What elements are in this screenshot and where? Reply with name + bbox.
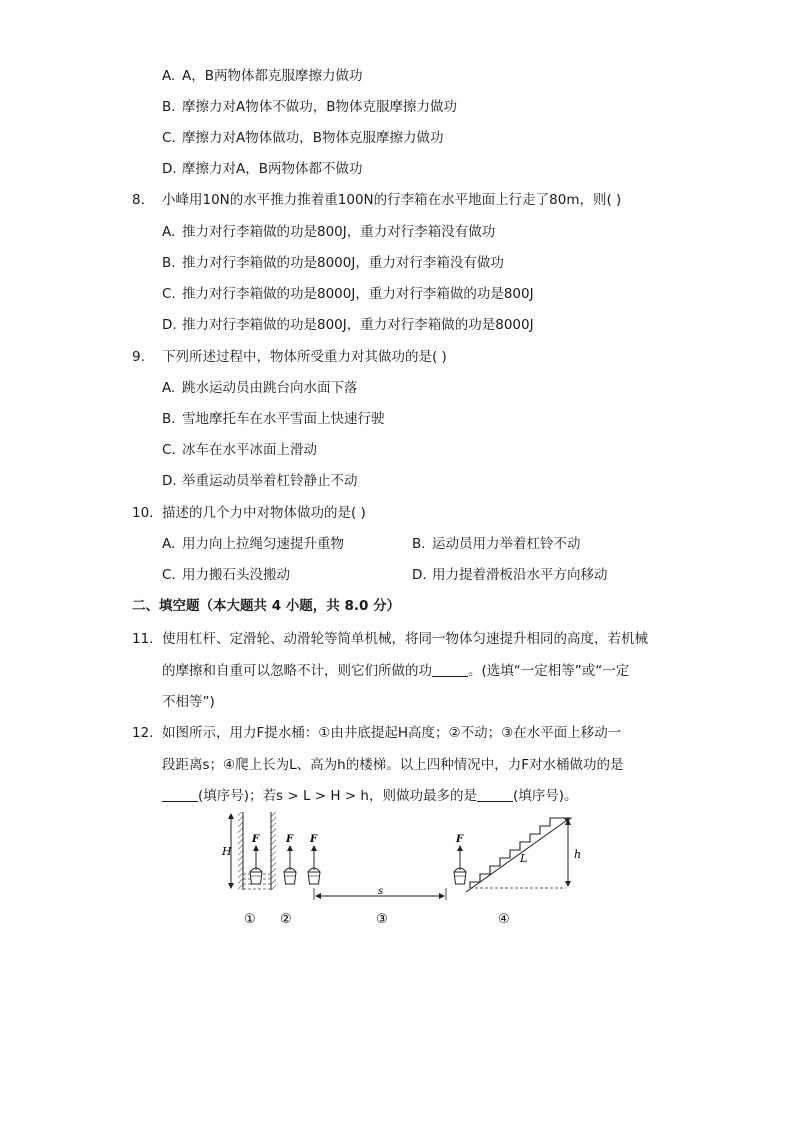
force-label-3b: F (456, 834, 464, 845)
q9-option-c: C. 冰车在水平冰面上滑动 (162, 442, 317, 458)
distance-s-label: s (378, 886, 384, 897)
q8-option-c: C. 推力对行李箱做的功是8000J，重力对行李箱做的功是800J (162, 286, 534, 302)
scene-label-4: ④ (498, 912, 510, 927)
scene-4-stairs (466, 818, 581, 927)
q7-option-c: C. 摩擦力对A物体做功，B物体克服摩擦力做功 (162, 130, 444, 146)
height-H-label: H (222, 845, 232, 858)
q9-option-b: B. 雪地摩托车在水平雪面上快速行驶 (162, 411, 385, 427)
section-fill-blank-title: 二、填空题（本大题共 4 小题，共 8.0 分） (132, 598, 401, 614)
q9-option-d: D. 举重运动员举着杠铃静止不动 (162, 473, 358, 489)
q10-stem: 描述的几个力中对物体做功的是( ) (162, 505, 366, 521)
q10-option-a: A. 用力向上拉绳匀速提升重物 (162, 536, 344, 552)
q11-line1: 使用杠杆、定滑轮、动滑轮等简单机械，将同一物体匀速提升相同的高度，若机械 (162, 631, 648, 647)
scene-label-1: ① (244, 912, 256, 927)
q8-option-b: B. 推力对行李箱做的功是8000J，重力对行李箱没有做功 (162, 255, 504, 271)
q10-option-b: B. 运动员用力举着杠铃不动 (412, 536, 581, 552)
q12-number: 12. (132, 725, 154, 741)
scene-1-well (221, 812, 276, 927)
q12-line1: 如图所示，用力F提水桶：①由井底提起H高度；②不动；③在水平面上移动一 (162, 725, 622, 741)
q10-number: 10. (132, 505, 154, 521)
scene-label-3: ③ (376, 912, 388, 927)
q8-number: 8. (132, 192, 145, 208)
q12-line2: 段距离s；④爬上长为L、高为h的楼梯。以上四种情况中，力F对水桶做功的是 (162, 757, 624, 773)
well-wall-left (238, 812, 243, 890)
height-h-label: h (574, 848, 582, 861)
q11-number: 11. (132, 631, 154, 647)
q12-answer-blank-1[interactable] (162, 787, 198, 802)
well-wall-right (271, 812, 276, 890)
scene-label-2: ② (280, 912, 292, 927)
q9-number: 9. (132, 349, 145, 365)
scene-2-still (280, 834, 296, 927)
force-label-1: F (252, 834, 260, 845)
bucket-1 (250, 846, 262, 884)
q8-stem: 小峰用10N的水平推力推着重100N的行李箱在水平地面上行走了80m，则( ) (162, 192, 622, 208)
q9-option-a: A. 跳水运动员由跳台向水面下落 (162, 380, 358, 396)
q8-option-a: A. 推力对行李箱做的功是800J，重力对行李箱没有做功 (162, 224, 496, 240)
length-L-arrow (466, 818, 570, 892)
scene-3-horizontal (308, 834, 466, 927)
q12-diagram-svg (200, 808, 600, 933)
force-label-3: F (310, 834, 318, 845)
q7-option-b: B. 摩擦力对A物体不做功，B物体克服摩擦力做功 (162, 99, 457, 115)
force-label-2: F (286, 834, 294, 845)
q8-option-d: D. 推力对行李箱做的功是800J，重力对行李箱做的功是8000J (162, 317, 534, 333)
q12-line3: (填序号)；若s > L > H > h，则做功最多的是 (填序号)。 (162, 786, 578, 806)
q10-option-d: D. 用力提着滑板沿水平方向移动 (412, 567, 608, 583)
q11-answer-blank[interactable] (432, 662, 468, 677)
q11-line2: 的摩擦和自重可以忽略不计，则它们所做的功 。(选填“一定相等”或“一定 (162, 663, 630, 679)
q10-option-c: C. 用力搬石头没搬动 (162, 567, 290, 583)
length-L-label: L (520, 852, 528, 865)
q7-option-a: A. A，B两物体都克服摩擦力做功 (162, 68, 363, 84)
q9-stem: 下列所述过程中，物体所受重力对其做功的是( ) (162, 349, 447, 365)
q12-diagram (200, 808, 600, 933)
q11-line3: 不相等”) (162, 694, 215, 710)
q7-option-d: D. 摩擦力对A，B两物体都不做功 (162, 161, 363, 177)
q12-answer-blank-2[interactable] (477, 787, 513, 802)
